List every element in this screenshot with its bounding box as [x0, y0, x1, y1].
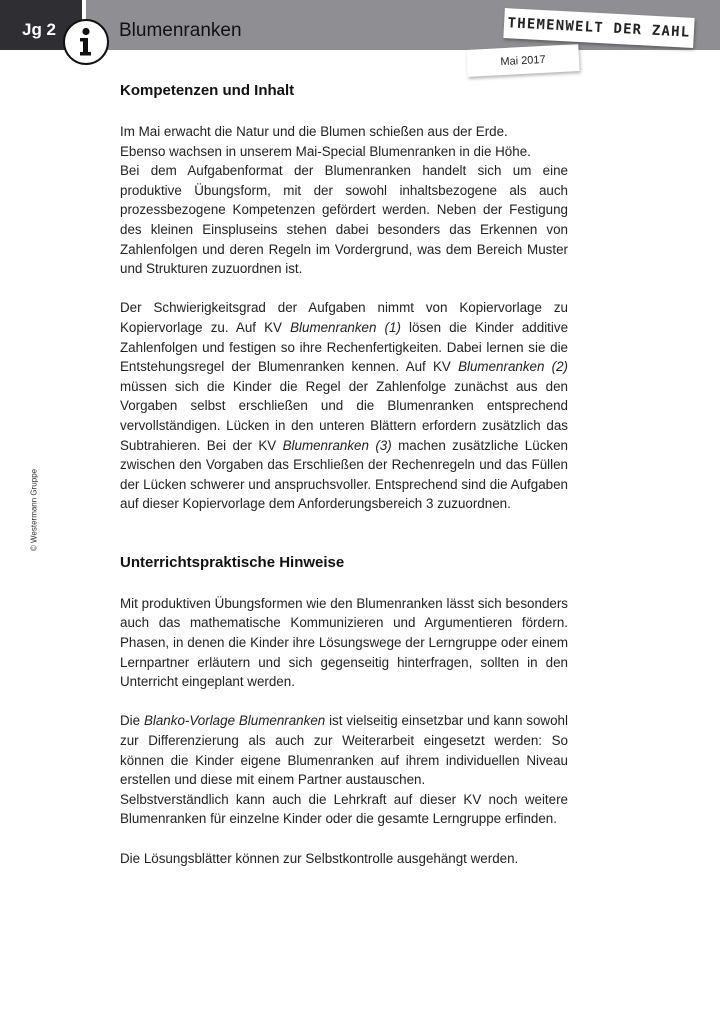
text-run: lösen die Kinder additive Zahlenfolgen und festigen so ihre Rechenfertigkeiten. Dabei lernen sie die Entstehungsregel der Blumenranken kennen. Auf KV [120, 319, 569, 375]
info-icon [63, 19, 109, 65]
intro-line-2: Ebenso wachsen in unserem Mai-Special Blumenranken in die Höhe. [120, 143, 531, 159]
page-title: Blumenranken [119, 20, 242, 41]
info-glyph-icon [75, 27, 97, 57]
paragraph-uebungsformen: Mit produktiven Übungsformen wie den Blumenranken lässt sich besonders auch das mathematische Kommunizieren und Argumentieren fördern. Phasen, in denen die Kinder ihre Lösungswege der Lerngruppe oder einem Lernpartner erläutern und sich gegenseitig hinterfragen, sollten in den Unterricht eingeplant werden. [120, 595, 568, 690]
date-label [466, 44, 579, 77]
paragraph-lehrkraft: Selbstverständlich kann auch die Lehrkraft auf dieser KV noch weitere Blumenranken für einzelne Kinder oder die gesamte Lerngruppe erfinden. [120, 791, 568, 827]
kv-reference-1: Blumenranken (1) [290, 319, 401, 335]
theme-text: THEMENWELT DER ZAHL [507, 15, 691, 41]
copyright-notice: © Westermann Gruppe [29, 468, 39, 552]
date-text: Mai 2017 [500, 53, 546, 68]
paragraph-aufgabenformat: Bei dem Aufgabenformat der Blumenranken handelt sich um eine produktive Übungsform, mit der sowohl inhaltsbezogene als auch prozessbezogene Kompetenzen gefördert werden. Neben der Festigung des kleinen Einspluseins stehen dabei besonders das Erkennen von Zahlenfolgen und deren Regeln im Vordergrund, was dem Bereich Muster und Strukturen zuzuordnen ist. [120, 163, 568, 277]
paragraph-blanko-vorlage [120, 711, 568, 789]
document-body [120, 80, 568, 868]
kv-reference-2: Blumenranken (2) [458, 359, 569, 375]
grade-label: Jg 2 [22, 20, 57, 39]
section-heading-kompetenzen: Kompetenzen und Inhalt [120, 82, 295, 99]
text-run: müssen sich die Kinder die Regel der Zahlenfolge zunächst aus den Vorgaben selbst erschließen und die Blumenranken entsprechend vervollständigen. Lücken in den unteren Blättern erfordern zusätzlich das Subtrahieren. Bei der KV [120, 378, 568, 453]
text-run: machen zusätzliche Lücken zwischen den Vorgaben das Erschließen der Rechenregeln und das Füllen der Lücken schwerer und anspruchsvoller. Entsprechend sind die Aufgaben auf dieser Kopiervorlage dem Anforderungsbereich 3 zuzuordnen. [120, 437, 568, 512]
section-heading-hinweise: Unterrichtspraktische Hinweise [120, 553, 345, 571]
intro-line-1: Im Mai erwacht die Natur und die Blumen schießen aus der Erde. [120, 124, 508, 139]
text-run: Die [120, 713, 144, 729]
text-run: Der Schwierigkeitsgrad der Aufgaben nimmt von Kopiervorlage zu Kopiervorlage zu. Auf KV [120, 300, 568, 335]
blanko-vorlage-reference: Blanko-Vorlage Blumenranken [143, 713, 326, 729]
text-run: ist vielseitig einsetzbar und kann sowohl zur Differenzierung als auch zur Weiterarbeit eingesetzt werden: So können die Kinder eigene Blumenranken auf ihrem individuellen Niveau erstellen und diese mit einem Partner austauschen. [120, 713, 568, 788]
paragraph-schwierigkeitsgrad [120, 298, 568, 514]
paragraph-loesungsblaetter: Die Lösungsblätter können zur Selbstkontrolle ausgehängt werden. [120, 850, 519, 866]
kv-reference-3: Blumenranken (3) [282, 437, 392, 453]
